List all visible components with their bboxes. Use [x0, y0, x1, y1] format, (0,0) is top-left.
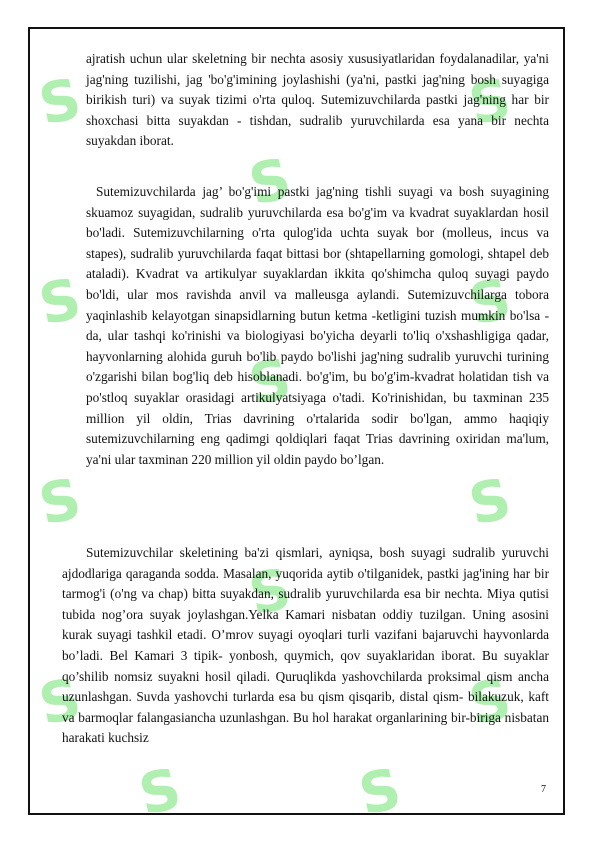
- paragraph-3: Sutemizuvchilar skeletining ba'zi qismlari, ayniqsa, bosh suyagi sudralib yuruvchi ajdodlariga qaraganda sodda. Masalan, yuqorida aytib o'tilganidek, pastki jag'ining har bir tarmog'i (o'ng va chap) bitta suyakdan, sudralib yuruvchilarda esa bir nechta. Miya qutisi tubida nog’ora suyak joylashgan.Yelka Kamari nisbatan oddiy tuzilgan. Uning asosini kurak suyagi tashkil etadi. O’mrov suyagi oyoqlari turli vazifani bajaruvchi hayvonlarda bo’ladi. Bel Kamari 3 tipik- yonbosh, quymich, qov suyaklaridan iborat. Bu suyaklar qo’shilib nomsiz suyakni hosil qiladi. Quruqlikda yashovchilarda proksimal qism ancha uzunlashgan. Suvda yashovchi turlarda esa bu qism qisqarib, distal qism- bilakuzuk, kaft va barmoqlar falangasiancha uzunlashgan. Bu hol harakat organlarining bir-biriga nisbatan harakati kuchsiz: [62, 545, 549, 746]
- watermark-glyph: S: [133, 756, 187, 829]
- watermark-glyph: S: [33, 666, 87, 739]
- watermark-glyph: S: [33, 66, 87, 139]
- paragraph-1: ajratish uchun ular skeletning bir nechta asosiy xususiyatlaridan foydalanadilar, ya'ni jag'ning tuzilishi, jag 'bo'g'imining joylashishi (ya'ni, pastki jag'ning bosh suyagiga birikish turi) va suyak tizimi o'rta quloq. Sutemizuvchilarda pastki jag'ning har bir shoxchasi bitta suyakdan - tishdan, sudralib yuruvchilarda esa yana bir nechta suyakdan iborat.: [86, 51, 549, 149]
- watermark-glyph: S: [353, 756, 407, 829]
- watermark-glyph: S: [463, 666, 517, 739]
- watermark-glyph: S: [33, 466, 87, 539]
- watermark-glyph: S: [463, 466, 517, 539]
- watermark-glyph: S: [243, 346, 297, 419]
- watermark-glyph: S: [243, 146, 297, 219]
- paragraph-2: Sutemizuvchilarda jag’ bo'g'imi pastki jag'ning tishli suyagi va bosh suyagining skuamoz suyagidan, sudralib yuruvchilarda esa bo'g'im va kvadrat suyaklardan hosil bo'ladi. Sutemizuvchilarning o'rta qulog'ida uchta suyak bor (molleus, incus va stapes), sudralib yuruvchilarda faqat bittasi bor (shtapellarning gomologi, shtapel deb ataladi). Kvadrat va artikulyar suyaklardan ikkita qo'shimcha quloq suyagi paydo bo'ldi, ular mos ravishda anvil va malleusga aylandi. Sutemizuvchilarga tobora yaqinlashib kelayotgan sinapsidlarning butun ketma -ketligini tuzish mumkin bo'lsa -da, ular tashqi ko'rinishi va biologiyasi bo'yicha deyarli to'liq o'xshashligiga qadar, hayvonlarning alohida guruh bo'lib paydo bo'lishi jag'ning sudralib yuruvchi turining o'zgarishi bilan bog'liq deb hisoblanadi. bo'g'im, bu bo'g'im-kvadrat holatidan tish va po'stloq suyaklar orasidagi artikulyatsiyaga o'tadi. Ko'rinishidan, bu taxminan 235 million yil oldin, Trias davrining o'rtalarida sodir bo'lgan, ammo haqiqiy sutemizuvchilarning eng qadimgi qoldiqlari faqat Trias davrining oxiridan ma'lum, ya'ni ular taxminan 220 million yil oldin paydo bo’lgan.: [86, 184, 549, 467]
- watermark-glyph: S: [463, 266, 517, 339]
- page-number: 7: [541, 784, 546, 795]
- watermark-glyph: S: [463, 66, 517, 139]
- watermark-glyph: S: [33, 266, 87, 339]
- watermark-glyph: S: [243, 556, 297, 629]
